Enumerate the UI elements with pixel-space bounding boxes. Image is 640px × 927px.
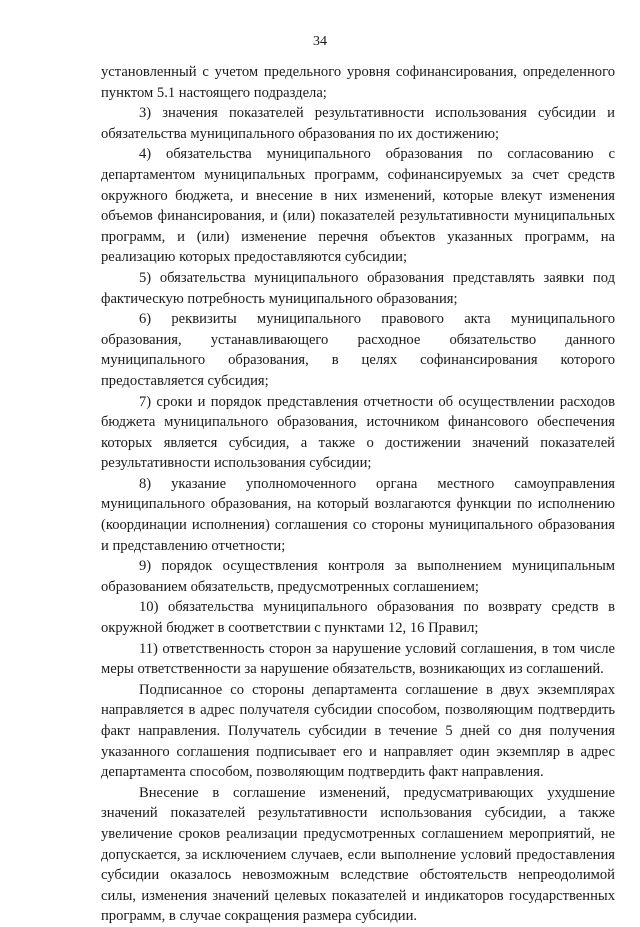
paragraph-agreement-changes: Внесение в соглашение изменений, предусматривающих ухудшение значений показателей результативности использования субсидии, а также увеличение сроков реализации предусмотренных соглашением мероприятий, не допускается, за исключением случаев, если выполнение условий предоставления субсидии оказалось невозможным вследствие обстоятельств непреодолимой силы, изменения значений целевых показателей и индикаторов государственных программ, в случае сокращения размера субсидии. — [101, 784, 615, 925]
paragraph-item-11: 11) ответственность сторон за нарушение условий соглашения, в том числе меры ответственности за нарушение обязательств, возникающих из соглашений. — [101, 640, 615, 678]
paragraph-item-10: 10) обязательства муниципального образования по возврату средств в окружной бюджет в соответствии с пунктами 12, 16 Правил; — [101, 599, 615, 637]
paragraph-item-4: 4) обязательства муниципального образования по согласованию с департаментом муниципальных программ, софинансируемых за счет средств окружного бюджета, и внесение в них изменений, которые влекут изменения объемов финансирования, и (или) показателей результативности муниципальных программ, и (или) изменение перечня объектов указанных программ, на реализацию которых предоставляются субсидии; — [101, 146, 615, 266]
paragraph-continuation: установленный с учетом предельного уровня софинансирования, определенного пунктом 5.1 настоящего подраздела; — [101, 64, 615, 101]
paragraph-item-3: 3) значения показателей результативности использования субсидии и обязательства муниципального образования по их достижению; — [101, 105, 615, 142]
paragraph-item-7: 7) сроки и порядок представления отчетности об осуществлении расходов бюджета муниципального образования, источником финансового обеспечения которых является субсидия, а также о достижении значений показателей результативности использования субсидии; — [101, 393, 615, 472]
paragraph-agreement-sending: Подписанное со стороны департамента соглашение в двух экземплярах направляется в адрес получателя субсидии способом, позволяющим подтвердить факт направления. Получатель субсидии в течение 5 дней со дня получения указанного соглашения подписывает его и направляет один экземпляр в адрес департамента способом, позволяющим подтвердить факт направления. — [101, 681, 615, 781]
paragraph-item-6: 6) реквизиты муниципального правового акта муниципального образования, устанавливающего расходное обязательство данного муниципального образования, в целях софинансирования которого предоставляется субсидия; — [101, 311, 615, 389]
paragraph-item-8: 8) указание уполномоченного органа местного самоуправления муниципального образования, на который возлагаются функции по исполнению (координации исполнения) соглашения со стороны муниципального образования и представлению отчетности; — [101, 475, 615, 554]
paragraph-item-9: 9) порядок осуществления контроля за выполнением муниципальным образованием обязательств, предусмотренных соглашением; — [101, 558, 615, 595]
page-number: 34 — [313, 34, 327, 49]
paragraph-item-5: 5) обязательства муниципального образования представлять заявки под фактическую потребность муниципального образования; — [101, 269, 615, 307]
document-body — [101, 62, 615, 927]
